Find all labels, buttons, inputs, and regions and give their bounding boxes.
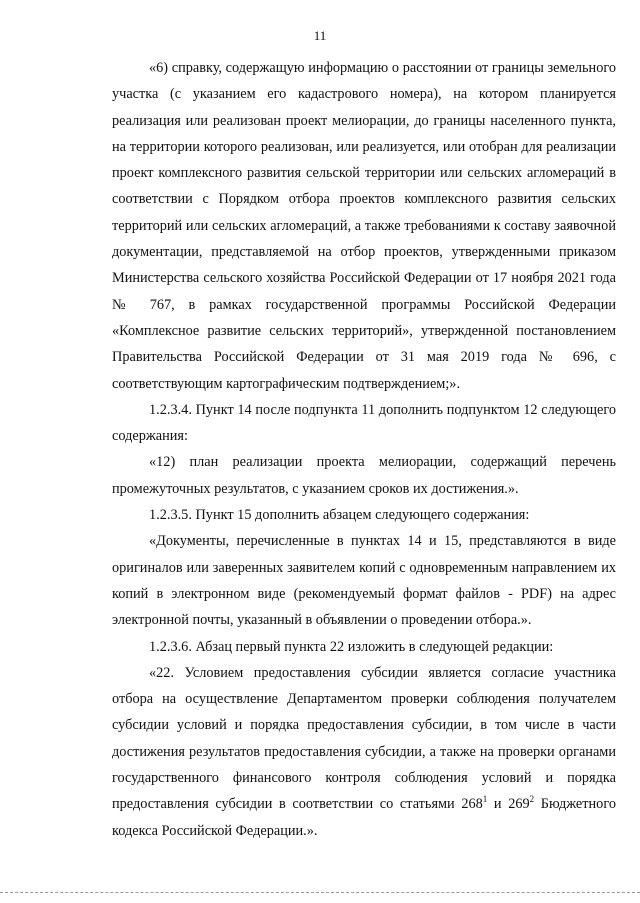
item-22-text-middle: и 269 <box>487 796 530 813</box>
superscript-one: 1 <box>482 794 488 805</box>
paragraph-amendment-1-2-3-6: 1.2.3.6. Абзац первый пункта 22 изложить в следующей редакции: <box>149 638 554 655</box>
item-22-text-end: Бюджетного кодекса Российской Федерации.». <box>112 796 616 839</box>
page-bottom-divider <box>0 892 640 893</box>
superscript-two: 2 <box>529 794 535 805</box>
paragraph-documents-insertion: «Документы, перечисленные в пунктах 14 и 15, представляются в виде оригиналов или заверенных заявителем копий с одновременным направлением их копий в электронном виде (рекомендуемый формат файлов - PDF) на адрес электронной почты, указанный в объявлении о проведении отбора.». <box>112 533 616 629</box>
paragraph-item-22-new-wording <box>112 660 616 844</box>
paragraph-amendment-1-2-3-4: 1.2.3.4. Пункт 14 после подпункта 11 дополнить подпунктом 12 следующего содержания: <box>112 401 616 445</box>
paragraph-amendment-1-2-3-5: 1.2.3.5. Пункт 15 дополнить абзацем следующего содержания: <box>149 507 530 524</box>
document-body <box>112 55 616 844</box>
page-number: 11 <box>313 28 327 43</box>
item-22-text-start: «22. Условием предоставления субсидии является согласие участника отбора на осуществление Департаментом проверки соблюдения получателем субсидии условий и порядка предоставления субсидии, в том числе в части достижения результатов предоставления субсидии, а также на проверки органами государственного финансового контроля соблюдения условий и порядка предоставления субсидии в соответствии со статьями 268 <box>112 664 616 813</box>
paragraph-item-12-insertion: «12) план реализации проекта мелиорации, содержащий перечень промежуточных результатов, с указанием сроков их достижения.». <box>112 454 616 497</box>
paragraph-item-6-insertion: «6) справку, содержащую информацию о расстоянии от границы земельного участка (с указанием его кадастрового номера), на котором планируется реализация или реализован проект мелиорации, до границы населенного пункта, на территории которого реализован, или реализуется, или отобран для реализации проект комплексного развития сельской территории или сельских агломераций в соответствии с Порядком отбора проектов комплексного развития сельских территорий или сельских агломераций, а также требованиями к составу заявочной документации, представляемой на отбор проектов, утвержденными приказом Министерства сельского хозяйства Российской Федерации от 17 ноября 2021 года № 767, в рамках государственной программы Российской Федерации «Комплексное развитие сельских территорий», утвержденной постановлением Правительства Российской Федерации от 31 мая 2019 года № 696, с соответствующим картографическим подтверждением;». <box>112 60 616 392</box>
